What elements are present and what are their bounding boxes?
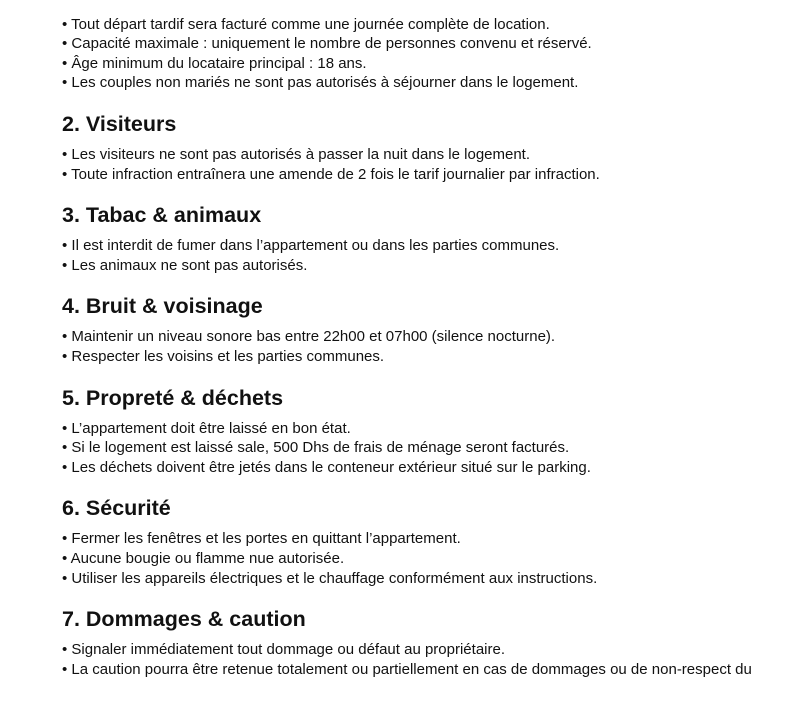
securite-item-1: • Fermer les fenêtres et les portes en quittant l’appartement. <box>62 529 801 549</box>
section-title-securite: 6. Sécurité <box>62 496 171 521</box>
section-bruit-voisinage <box>62 275 801 366</box>
section-dommages-caution <box>62 588 801 679</box>
securite-item-3: • Utiliser les appareils électriques et le chauffage conformément aux instructions. <box>62 569 801 589</box>
section-visiteurs <box>62 93 801 184</box>
section-proprete-dechets <box>62 367 801 478</box>
proprete-item-2: • Si le logement est laissé sale, 500 Dhs de frais de ménage seront facturés. <box>62 438 801 458</box>
visiteurs-item-1: • Les visiteurs ne sont pas autorisés à passer la nuit dans le logement. <box>62 145 801 165</box>
proprete-item-3: • Les déchets doivent être jetés dans le conteneur extérieur situé sur le parking. <box>62 458 801 478</box>
section-tabac-animaux <box>62 184 801 275</box>
document-page <box>62 0 801 679</box>
section-title-dommages-caution: 7. Dommages & caution <box>62 607 306 632</box>
intro-partial-line <box>62 0 801 15</box>
intro-item-1: • Tout départ tardif sera facturé comme une journée complète de location. <box>62 15 801 35</box>
intro-list <box>62 15 801 93</box>
tabac-item-2: • Les animaux ne sont pas autorisés. <box>62 256 801 276</box>
proprete-item-1: • L’appartement doit être laissé en bon état. <box>62 419 801 439</box>
section-securite <box>62 477 801 588</box>
section-title-proprete-dechets: 5. Propreté & déchets <box>62 385 284 410</box>
visiteurs-item-2: • Toute infraction entraînera une amende de 2 fois le tarif journalier par infraction. <box>62 165 801 185</box>
section-title-bruit-voisinage: 4. Bruit & voisinage <box>62 294 263 319</box>
intro-item-2: • Capacité maximale : uniquement le nombre de personnes convenu et réservé. <box>62 34 801 54</box>
tabac-item-1: • Il est interdit de fumer dans l’appartement ou dans les parties communes. <box>62 236 801 256</box>
dommages-item-2: • La caution pourra être retenue totalement ou partiellement en cas de dommages ou de non-respect du <box>62 660 801 680</box>
section-title-tabac-animaux: 3. Tabac & animaux <box>62 203 262 228</box>
intro-item-3: • Âge minimum du locataire principal : 18 ans. <box>62 54 801 74</box>
bruit-item-2: • Respecter les voisins et les parties communes. <box>62 347 801 367</box>
section-title-visiteurs: 2. Visiteurs <box>62 111 177 136</box>
securite-item-2: • Aucune bougie ou flamme nue autorisée. <box>62 549 801 569</box>
dommages-item-1: • Signaler immédiatement tout dommage ou défaut au propriétaire. <box>62 640 801 660</box>
bruit-item-1: • Maintenir un niveau sonore bas entre 22h00 et 07h00 (silence nocturne). <box>62 327 801 347</box>
intro-item-4: • Les couples non mariés ne sont pas autorisés à séjourner dans le logement. <box>62 73 801 93</box>
